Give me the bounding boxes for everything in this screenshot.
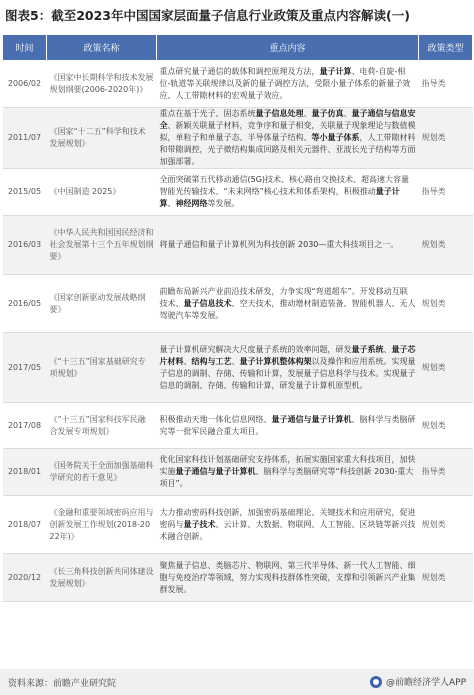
cell-time: 2015/05 [3, 169, 47, 216]
highlight-text: 量子通信与量子计算机 [271, 414, 352, 424]
cell-policy-name: 《中国制造 2025》 [47, 169, 157, 216]
cell-policy-name: 《“十三五”国家基础研究专项规划》 [47, 333, 157, 403]
content-text: 聚焦量子信息、类脑芯片、物联网、第三代半导体、新一代人工智能、细胞与免疫治疗等领域，努力实现科技群体性突破，支撑和引领新兴产业集群发展。 [159, 560, 416, 594]
cell-time: 2006/02 [3, 61, 47, 108]
content-text: 量子计算机研究解决大尺度量子系统的效率问题，研发 [159, 344, 352, 354]
cell-policy-type: 规划类 [419, 496, 473, 554]
source-note: 资料来源：前瞻产业研究院 [8, 679, 117, 689]
cell-policy-name: 《国家创新驱动发展战略纲要》 [47, 275, 157, 333]
cell-time: 2018/07 [3, 496, 47, 554]
table-row [3, 61, 473, 108]
content-text: 积极推动天地一体化信息网络、 [159, 414, 272, 424]
cell-key-content [157, 275, 419, 333]
content-text: 、脑科学与类脑研究等一批军民融合重大项目。 [159, 414, 416, 436]
content-text: 全面突破第五代移动通信(5G)技术、核心路由交换技术、超高速大容量智能光传输技术、“未来网络”核心技术和体系架构，积极推动 [159, 175, 410, 196]
content-text: 大力推动密码科技创新，加强密码基础理论、关键技术和应用研究，促进密码与 [159, 507, 416, 529]
cell-policy-name: 《国家“十二五”科学和技术发展规划》 [47, 108, 157, 169]
cell-policy-type: 规划类 [419, 554, 473, 602]
content-text: 前瞻布局新兴产业前沿技术研发，力争实现“弯道超车”。开发移动互联技术、 [159, 286, 408, 308]
cell-policy-name: 《国务院关于全面加强基础科学研究的若干意见》 [47, 449, 157, 496]
highlight-text: 量子信息处理 [255, 109, 304, 118]
cell-policy-type: 规划类 [419, 333, 473, 403]
highlight-text: 量子计算机整体构架 [239, 356, 312, 366]
cell-policy-type: 指导类 [419, 169, 473, 216]
content-text: 、新颖关联量子材料，竞争序和量子相变，关联量子现象理论与数值模拟，单粒子和单量子态、半导体量子结构、 [159, 121, 416, 142]
highlight-text: 量子信息技术 [183, 298, 232, 308]
footer [0, 669, 474, 695]
content-text: 、脑科学与类脑研究等“科技创新 2030-重大项目”。 [159, 467, 414, 488]
brand-mark [370, 675, 466, 688]
content-text: 重点研究量子通信的载体和调控原理及方法， [159, 67, 320, 76]
chart-title: 图表5：截至2023年中国国家层面量子信息行业政策及重点内容解读(一) [5, 8, 410, 23]
cell-policy-name: 《金融和重要领域密码应用与创新发展工作规划(2018-2022年)》 [47, 496, 157, 554]
header-key-content: 重点内容 [157, 35, 419, 61]
content-text: 、 [383, 344, 392, 354]
table-body [3, 61, 473, 602]
content-text: ，人工带隙材料和带隙调控，光子微结构集成回路及相关元器件、亚波长光子结构等方面加强部署。 [159, 133, 416, 166]
content-text: 、 [183, 356, 192, 366]
cell-policy-type: 规划类 [419, 403, 473, 449]
cell-key-content [157, 449, 419, 496]
cell-key-content [157, 333, 419, 403]
content-text: 、 [303, 109, 312, 118]
cell-key-content [157, 169, 419, 216]
highlight-text: 量子通信与量子计算机 [175, 467, 256, 476]
cell-policy-name: 《国家中长期科学和技术发展规划纲要(2006-2020年)》 [47, 61, 157, 108]
table-row [3, 275, 473, 333]
cell-time: 2018/01 [3, 449, 47, 496]
cell-key-content [157, 108, 419, 169]
cell-policy-type: 规划类 [419, 108, 473, 169]
table-row [3, 333, 473, 403]
table-row [3, 554, 473, 602]
content-text: 、云计算、大数据、物联网、人工智能、区块链等新兴技术融合创新。 [159, 519, 416, 541]
cell-time: 2011/07 [3, 108, 47, 169]
content-text: 等发展。 [207, 199, 240, 208]
cell-key-content [157, 554, 419, 602]
header-row [3, 35, 473, 61]
header-time: 时间 [3, 35, 47, 61]
highlight-text: 等小量子体系 [311, 133, 360, 142]
policy-table [2, 34, 473, 602]
cell-policy-type: 指导类 [419, 61, 473, 108]
table-row [3, 449, 473, 496]
header-policy-name: 政策名称 [47, 35, 157, 61]
cell-time: 2016/05 [3, 275, 47, 333]
content-text: 将量子通信和量子计算机列为科技创新 2030—重大科技项目之一。 [159, 240, 399, 249]
content-text: 、空天技术，推动增材制造装备、智能机器人、无人驾驶汽车等发展。 [159, 298, 416, 320]
highlight-text: 量子计算 [159, 187, 400, 208]
cell-policy-name: 《“十三五”国家科技军民融合发展专项规划》 [47, 403, 157, 449]
content-text: 、 [167, 199, 176, 208]
header-policy-type: 政策类型 [419, 35, 473, 61]
cell-time: 2016/03 [3, 216, 47, 275]
cell-time: 2017/08 [3, 403, 47, 449]
cell-time: 2017/05 [3, 333, 47, 403]
content-text: 重点在基于光子、固态系统 [159, 109, 256, 118]
cell-key-content [157, 61, 419, 108]
highlight-text: 量子计算 [319, 67, 352, 76]
table-row [3, 216, 473, 275]
content-text: 优化国家科技计划基础研究支持体系，拓展实施国家重大科技项目，加快实施 [159, 455, 416, 476]
content-text: 、 [343, 109, 352, 118]
table-row [3, 169, 473, 216]
table-row [3, 496, 473, 554]
content-text: 、电荷-自旋-相位-轨道等关联规律以及新的量子调控方法，受限小量子体系的新量子效应、人工带隙材料的宏观量子效应。 [159, 67, 411, 100]
cell-key-content [157, 403, 419, 449]
highlight-text: 量子仿真 [311, 109, 344, 118]
highlight-text: 量子技术 [183, 519, 216, 529]
highlight-text: 量子芯片材料 [159, 344, 416, 366]
cell-policy-name: 《中华人民共和国国民经济和社会发展第十三个五年规划纲要》 [47, 216, 157, 275]
brand-text: @前瞻经济学人APP [385, 678, 466, 688]
cell-policy-type: 规划类 [419, 275, 473, 333]
content-text: 、 [231, 356, 240, 366]
cell-policy-type: 指导类 [419, 449, 473, 496]
brand-logo-icon [370, 676, 382, 688]
highlight-text: 量子通信与信息安全 [159, 109, 416, 130]
highlight-text: 量子系统 [351, 344, 384, 354]
highlight-text: 神经网络 [175, 199, 208, 208]
cell-key-content [157, 216, 419, 275]
cell-key-content [157, 496, 419, 554]
table-row [3, 403, 473, 449]
table-row [3, 108, 473, 169]
cell-time: 2020/12 [3, 554, 47, 602]
content-text: 以及操作和应用系统。实现量子信息的调制、存储、传输和计算，发展量子信息科学与技术。实现量子信息的调制、存储、传输和计算，研发量子计算机原型机。 [159, 356, 416, 390]
cell-policy-name: 《长三角科技创新共同体建设发展规划》 [47, 554, 157, 602]
highlight-text: 结构与工艺 [191, 356, 232, 366]
cell-policy-type: 规划类 [419, 216, 473, 275]
